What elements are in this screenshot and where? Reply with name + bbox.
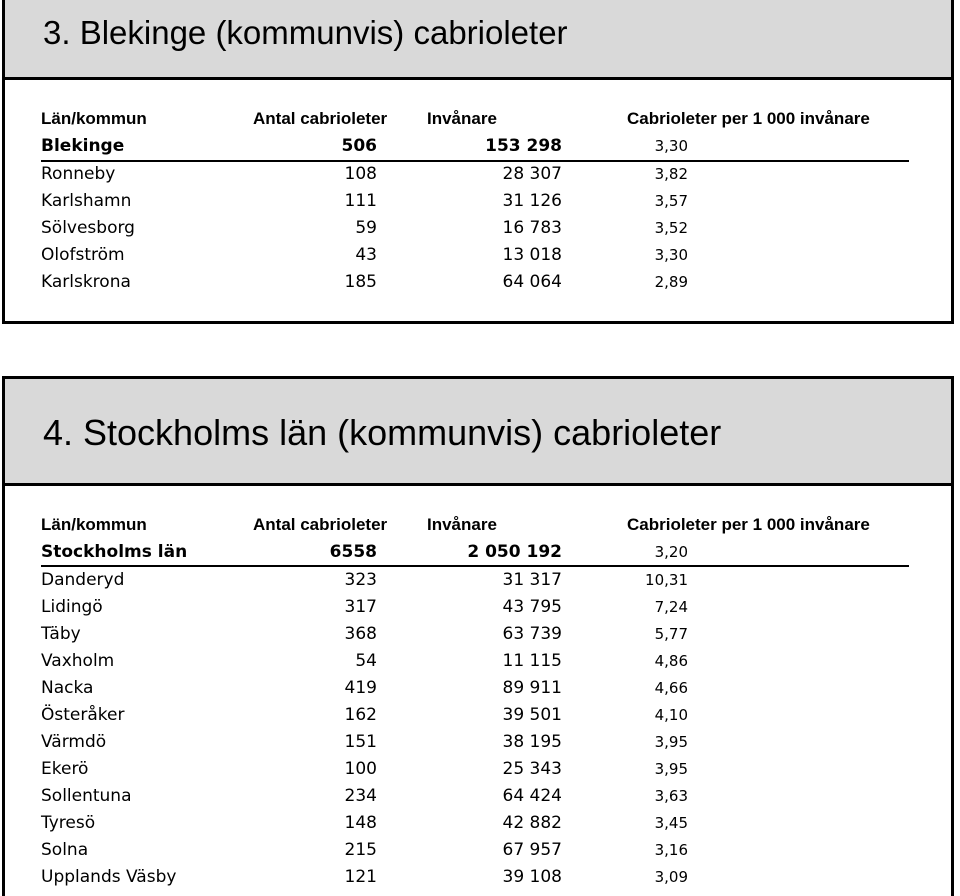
row-name: Sölvesborg <box>41 218 135 238</box>
row-count: 368 <box>344 624 377 644</box>
row-population: 63 739 <box>502 624 562 644</box>
row-population: 39 108 <box>502 867 562 887</box>
section-title: 3. Blekinge (kommunvis) cabrioleter <box>43 14 568 51</box>
row-name: Blekinge <box>41 136 125 156</box>
header-count: Antal cabrioleter <box>253 515 388 534</box>
row-name: Värmdö <box>41 732 107 752</box>
row-ratio: 3,09 <box>654 868 688 886</box>
table-header <box>5 512 951 538</box>
table-row <box>5 756 951 782</box>
row-population: 42 882 <box>502 813 562 833</box>
row-population: 13 018 <box>502 245 562 265</box>
header-count: Antal cabrioleter <box>253 109 388 128</box>
row-ratio: 3,82 <box>654 165 688 183</box>
table-row <box>5 621 951 647</box>
row-name: Upplands Väsby <box>41 867 177 887</box>
row-population: 67 957 <box>502 840 562 860</box>
header-name: Län/kommun <box>41 109 147 128</box>
row-name: Karlskrona <box>41 272 131 292</box>
row-population: 64 064 <box>502 272 562 292</box>
table-row <box>5 161 951 187</box>
row-ratio: 3,30 <box>654 246 688 264</box>
table-row <box>5 783 951 809</box>
row-count: 151 <box>344 732 377 752</box>
row-count: 317 <box>344 597 377 617</box>
table-row <box>5 675 951 701</box>
row-count: 59 <box>355 218 377 238</box>
row-name: Tyresö <box>41 813 96 833</box>
row-population: 25 343 <box>502 759 562 779</box>
row-count: 215 <box>344 840 377 860</box>
row-count: 506 <box>341 136 377 156</box>
row-ratio: 3,30 <box>654 137 688 155</box>
table-row <box>5 810 951 836</box>
row-name: Danderyd <box>41 570 125 590</box>
row-ratio: 3,45 <box>654 814 688 832</box>
table-row <box>5 648 951 674</box>
table-row <box>5 729 951 755</box>
row-count: 43 <box>355 245 377 265</box>
row-count: 419 <box>344 678 377 698</box>
row-name: Karlshamn <box>41 191 132 211</box>
row-ratio: 3,52 <box>654 219 688 237</box>
row-count: 6558 <box>329 542 377 562</box>
row-ratio: 3,95 <box>654 733 688 751</box>
row-count: 162 <box>344 705 377 725</box>
row-population: 16 783 <box>502 218 562 238</box>
row-ratio: 4,10 <box>654 706 688 724</box>
table-row <box>5 567 951 593</box>
row-name: Lidingö <box>41 597 103 617</box>
row-ratio: 5,77 <box>654 625 688 643</box>
row-population: 31 126 <box>502 191 562 211</box>
row-ratio: 3,16 <box>654 841 688 859</box>
table-header <box>5 106 951 132</box>
table-row <box>5 242 951 268</box>
row-ratio: 10,31 <box>645 571 688 589</box>
row-name: Ekerö <box>41 759 89 779</box>
section-title-band <box>5 379 951 486</box>
header-ratio: Cabrioleter per 1 000 invånare <box>627 515 870 534</box>
row-population: 39 501 <box>502 705 562 725</box>
row-name: Stockholms län <box>41 542 188 562</box>
header-ratio: Cabrioleter per 1 000 invånare <box>627 109 870 128</box>
row-count: 108 <box>344 164 377 184</box>
row-count: 121 <box>344 867 377 887</box>
row-ratio: 4,66 <box>654 679 688 697</box>
row-count: 111 <box>344 191 377 211</box>
table-row <box>5 594 951 620</box>
section-stockholm <box>2 376 954 896</box>
section-title: 4. Stockholms län (kommunvis) cabrioleter <box>43 412 722 453</box>
row-name: Vaxholm <box>41 651 115 671</box>
header-name: Län/kommun <box>41 515 147 534</box>
row-count: 234 <box>344 786 377 806</box>
table-row <box>5 837 951 863</box>
header-population: Invånare <box>427 515 497 534</box>
row-population: 89 911 <box>502 678 562 698</box>
total-row <box>5 133 951 159</box>
row-ratio: 3,57 <box>654 192 688 210</box>
row-name: Österåker <box>41 705 125 725</box>
table-row <box>5 215 951 241</box>
row-name: Olofström <box>41 245 125 265</box>
row-name: Ronneby <box>41 164 116 184</box>
table-row <box>5 864 951 890</box>
table-row <box>5 269 951 295</box>
row-population: 11 115 <box>502 651 562 671</box>
row-population: 2 050 192 <box>467 542 562 562</box>
row-population: 43 795 <box>502 597 562 617</box>
section-blekinge <box>2 0 954 324</box>
row-ratio: 7,24 <box>654 598 688 616</box>
row-population: 31 317 <box>502 570 562 590</box>
row-count: 185 <box>344 272 377 292</box>
row-population: 28 307 <box>502 164 562 184</box>
row-name: Solna <box>41 840 89 860</box>
row-name: Sollentuna <box>41 786 132 806</box>
row-name: Nacka <box>41 678 94 698</box>
row-count: 100 <box>344 759 377 779</box>
row-population: 38 195 <box>502 732 562 752</box>
row-ratio: 3,95 <box>654 760 688 778</box>
row-ratio: 3,63 <box>654 787 688 805</box>
total-row <box>5 539 951 565</box>
table-row <box>5 188 951 214</box>
row-count: 323 <box>344 570 377 590</box>
table-row <box>5 702 951 728</box>
row-ratio: 4,86 <box>654 652 688 670</box>
row-name: Täby <box>41 624 81 644</box>
section-title-band <box>5 0 951 80</box>
row-population: 64 424 <box>502 786 562 806</box>
row-population: 153 298 <box>485 136 562 156</box>
row-count: 148 <box>344 813 377 833</box>
row-ratio: 2,89 <box>654 273 688 291</box>
header-population: Invånare <box>427 109 497 128</box>
row-count: 54 <box>355 651 377 671</box>
row-ratio: 3,20 <box>654 543 688 561</box>
